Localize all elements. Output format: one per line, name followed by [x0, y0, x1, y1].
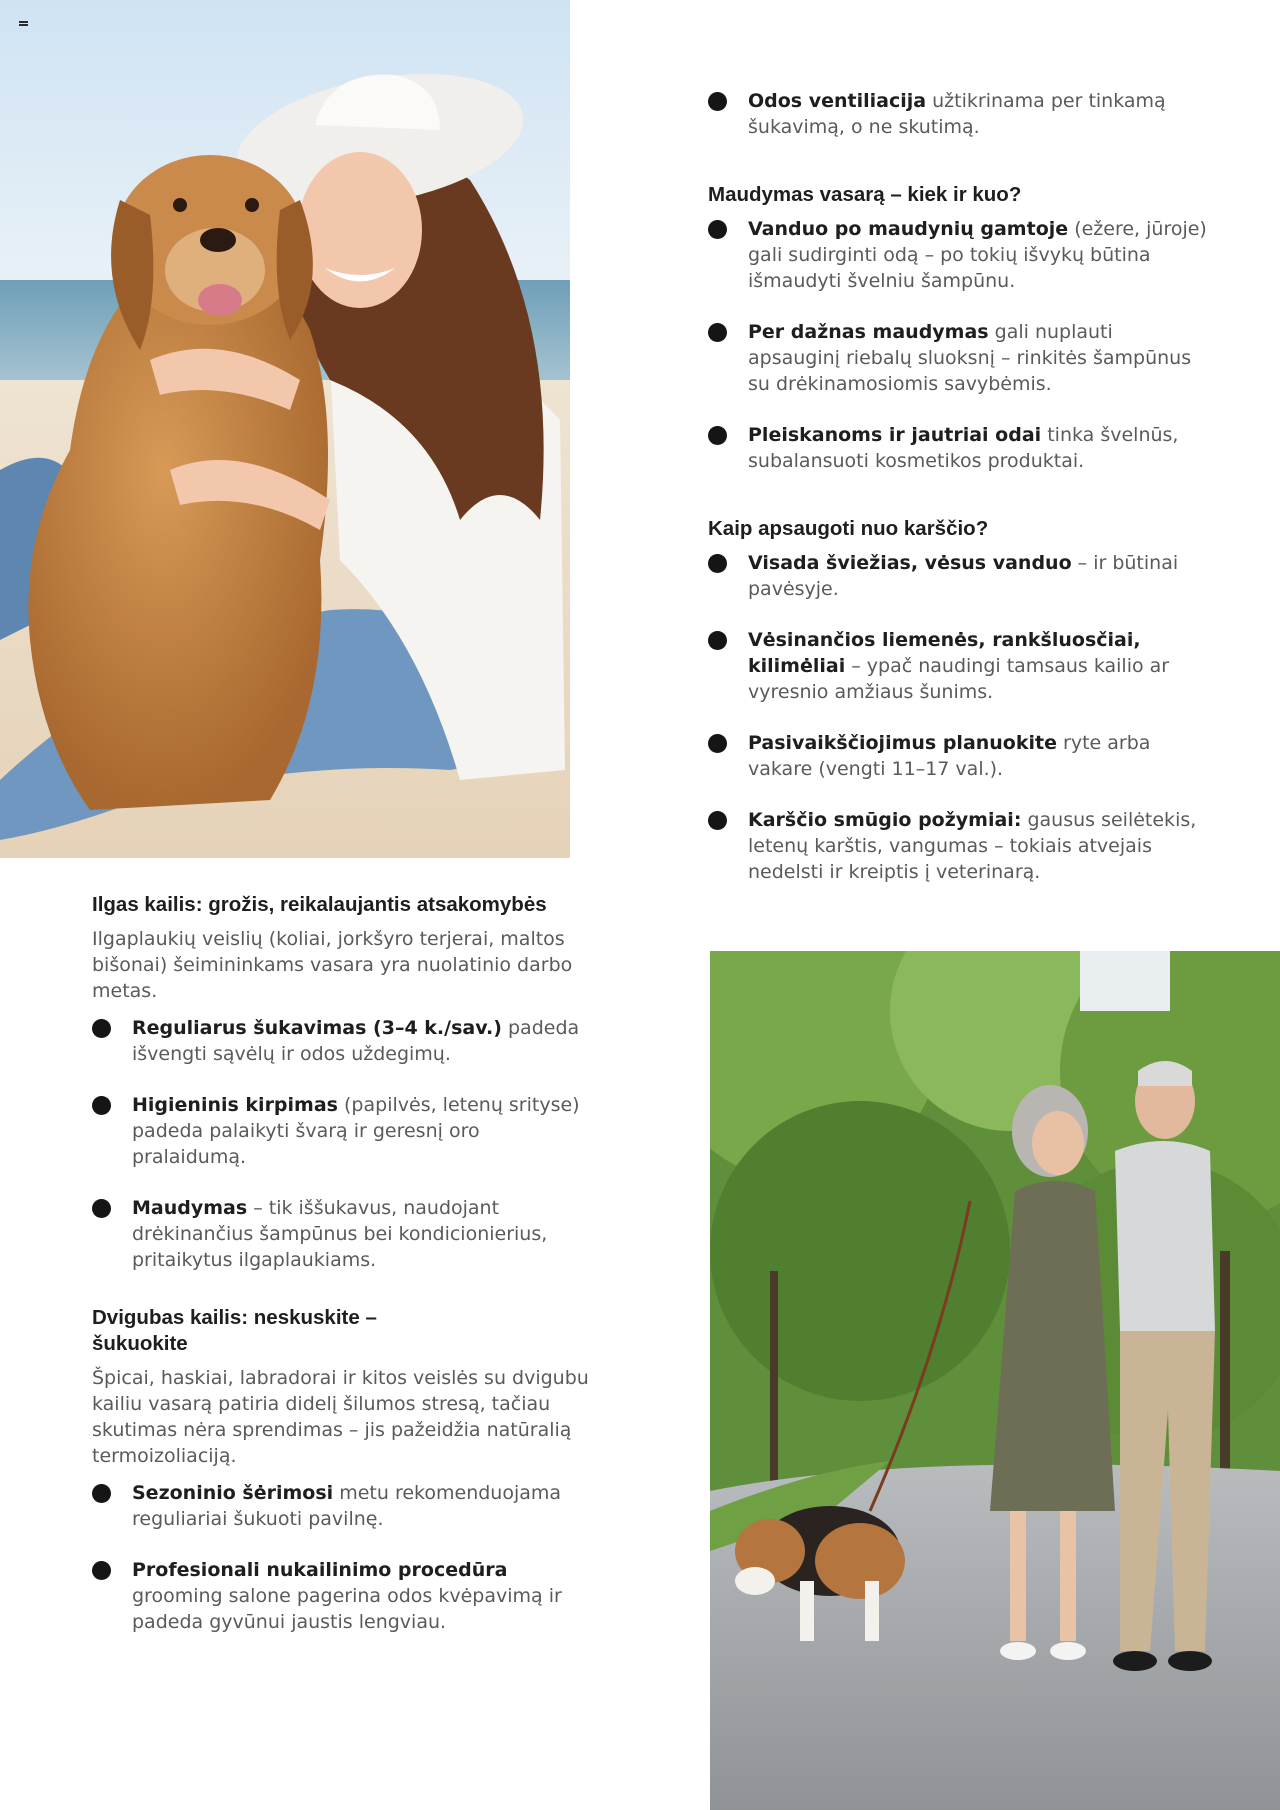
bathing-list — [708, 216, 1208, 474]
list-item: Pasivaikščiojimus planuokite ryte arba vakare (vengti 11–17 val.). — [708, 730, 1208, 782]
list-item: Maudymas – tik iššukavus, naudojant drėkinančius šampūnus bei kondicionierius, pritaikytus ilgaplaukiams. — [92, 1195, 592, 1273]
bathing-title: Maudymas vasarą – kiek ir kuo? — [708, 183, 1022, 206]
list-item: Reguliarus šukavimas (3–4 k./sav.) padeda išvengti sąvėlų ir odos uždegimų. — [92, 1015, 592, 1067]
bullet-icon — [92, 1096, 111, 1115]
bullet-icon — [708, 631, 727, 650]
menu-icon[interactable] — [19, 21, 28, 28]
list-item: Odos ventiliacija užtikrinama per tinkamą šukavimą, o ne skutimą. — [708, 88, 1208, 140]
double-coat-title: Dvigubas kailis: neskuskite – šukuokite — [92, 1306, 377, 1355]
double-coat-list — [92, 1480, 592, 1635]
bullet-icon — [92, 1484, 111, 1503]
long-coat-section — [92, 892, 592, 1273]
bullet-icon — [92, 1019, 111, 1038]
park-walk-photo — [710, 951, 1280, 1810]
list-item: Pleiskanoms ir jautriai odai tinka švelnūs, subalansuoti kosmetikos produktai. — [708, 422, 1208, 474]
bullet-icon — [708, 92, 727, 111]
list-item: Higieninis kirpimas (papilvės, letenų srityse) padeda palaikyti švarą ir geresnį oro pralaidumą. — [92, 1092, 592, 1170]
list-item: Per dažnas maudymas gali nuplauti apsauginį riebalų sluoksnį – rinkitės šampūnus su drėkinamosiomis savybėmis. — [708, 319, 1208, 397]
list-item: Vėsinančios liemenės, rankšluosčiai, kilimėliai – ypač naudingi tamsaus kailio ar vyresnio amžiaus šunims. — [708, 627, 1208, 705]
heat-list — [708, 550, 1208, 885]
bullet-icon — [708, 323, 727, 342]
long-coat-title: Ilgas kailis: grožis, reikalaujantis atsakomybės — [92, 893, 547, 916]
list-item: Vanduo po maudynių gamtoje (ežere, jūroje) gali sudirginti odą – po tokių išvykų būtina išmaudyti švelniu šampūnu. — [708, 216, 1208, 294]
beach-dog-photo — [0, 0, 570, 858]
list-item: Visada šviežias, vėsus vanduo – ir būtinai pavėsyje. — [708, 550, 1208, 602]
double-coat-section — [92, 1305, 592, 1635]
bullet-icon — [708, 426, 727, 445]
left-column — [92, 892, 592, 1660]
double-coat-intro: Špicai, haskiai, labradorai ir kitos veislės su dvigubu kailiu vasarą patiria didelį šilumos stresą, tačiau skutimas nėra sprendimas – jis pažeidžia natūralią termoizoliaciją. — [92, 1367, 589, 1467]
long-coat-intro: Ilgaplaukių veislių (koliai, jorkšyro terjerai, maltos bišonai) šeimininkams vasara yra nuolatinio darbo metas. — [92, 928, 573, 1002]
bullet-icon — [708, 734, 727, 753]
right-column — [708, 88, 1208, 885]
long-coat-list — [92, 1015, 592, 1273]
bullet-icon — [708, 554, 727, 573]
bullet-icon — [708, 220, 727, 239]
bullet-icon — [92, 1561, 111, 1580]
list-item: Profesionali nukailinimo procedūra grooming salone pagerina odos kvėpavimą ir padeda gyvūnui jaustis lengviau. — [92, 1557, 592, 1635]
heat-title: Kaip apsaugoti nuo karščio? — [708, 517, 989, 540]
list-item: Sezoninio šėrimosi metu rekomenduojama reguliariai šukuoti pavilnę. — [92, 1480, 592, 1532]
bathing-section — [708, 182, 1208, 474]
bullet-icon — [708, 811, 727, 830]
list-item: Karščio smūgio požymiai: gausus seilėtekis, letenų karštis, vangumas – tokiais atvejais nedelsti ir kreiptis į veterinarą. — [708, 807, 1208, 885]
heat-section — [708, 516, 1208, 885]
ventilation-list — [708, 88, 1208, 140]
ventilation-section — [708, 88, 1208, 140]
bullet-icon — [92, 1199, 111, 1218]
